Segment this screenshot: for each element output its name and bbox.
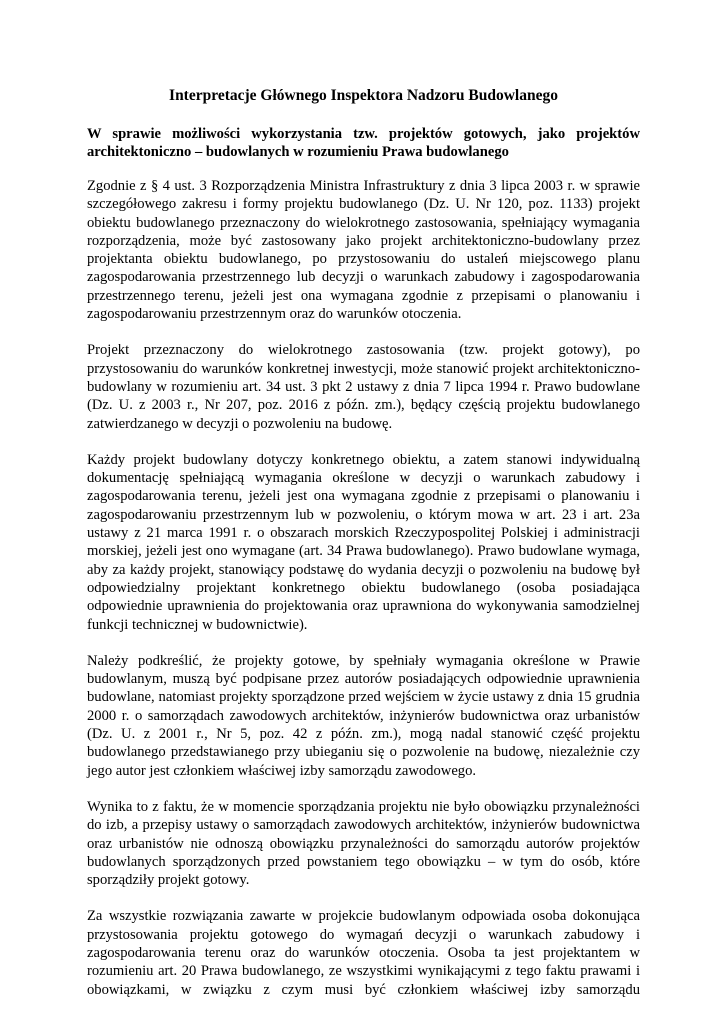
paragraph: Za wszystkie rozwiązania zawarte w projekcie budowlanym odpowiada osoba dokonująca przystosowania projektu gotowego do wymagań decyzji o warunkach zabudowy i zagospodarowania terenu oraz do warunków otoczenia. Osoba ta jest projektantem w rozumieniu art. 20 Prawa budowlanego, ze wszystkimi wynikającymi z tego faktu prawami i obowiązkami, w związku z czym musi być członkiem właściwej izby samorządu bbox=[87, 908, 640, 998]
document-title: Interpretacje Głównego Inspektora Nadzoru Budowlanego bbox=[169, 87, 558, 104]
paragraph: Należy podkreślić, że projekty gotowe, by spełniały wymagania określone w Prawie budowlanym, muszą być podpisane przez autorów posiadających odpowiednie uprawnienia budowlane, natomiast projekty sporządzone przed wejściem w życie ustawy z dnia 15 grudnia 2000 r. o samorządach zawodowych architektów, inżynierów budownictwa oraz urbanistów (Dz. U. z 2001 r., Nr 5, poz. 42 z późn. zm.), mogą nadal stanowić część projektu budowlanego przedstawianego przy ubieganiu się o pozwolenie na budowę, niezależnie czy jego autor jest członkiem właściwej izby samorządu zawodowego. bbox=[87, 652, 640, 779]
document-subtitle: W sprawie możliwości wykorzystania tzw. projektów gotowych, jako projektów architektoniczno – budowlanych w rozumieniu Prawa budowlanego bbox=[87, 126, 640, 160]
paragraph: Każdy projekt budowlany dotyczy konkretnego obiektu, a zatem stanowi indywidualną dokumentację spełniającą wymagania określone w decyzji o warunkach zabudowy i zagospodarowania terenu, jeżeli jest ona wymagana zgodnie z przepisami o planowaniu i zagospodarowaniu przestrzennym lub w pozwoleniu, o którym mowa w art. 23 i art. 23a ustawy z 21 marca 1991 r. o obszarach morskich Rzeczypospolitej Polskiej i administracji morskiej, jeżeli jest ono wymagane (art. 34 Prawa budowlanego). Prawo budowlane wymaga, aby za każdy projekt, stanowiący podstawę do wydania decyzji o pozwoleniu na budowę był odpowiedzialny projektant konkretnego obiektu budowlanego (osoba posiadająca odpowiednie uprawnienia do projektowania oraz uprawniona do wykonywania samodzielnej funkcji technicznej w budownictwie). bbox=[87, 451, 640, 633]
paragraph: Wynika to z faktu, że w momencie sporządzania projektu nie było obowiązku przynależności do izb, a przepisy ustawy o samorządach zawodowych architektów, inżynierów budownictwa oraz urbanistów nie odnoszą obowiązku przynależności do samorządu autorów projektów budowlanych sporządzonych przed powstaniem tego obowiązku – w tym do osób, które sporządziły projekt gotowy. bbox=[87, 798, 640, 889]
paragraph: Projekt przeznaczony do wielokrotnego zastosowania (tzw. projekt gotowy), po przystosowaniu do warunków konkretnej inwestycji, może stanowić projekt architektoniczno-budowlany w rozumieniu art. 34 ust. 3 pkt 2 ustawy z dnia 7 lipca 1994 r. Prawo budowlane (Dz. U. z 2003 r., Nr 207, poz. 2016 z późn. zm.), będący częścią projektu budowlanego zatwierdzanego w decyzji o pozwoleniu na budowę. bbox=[87, 342, 640, 432]
document-page bbox=[87, 86, 640, 999]
paragraph: Zgodnie z § 4 ust. 3 Rozporządzenia Ministra Infrastruktury z dnia 3 lipca 2003 r. w sprawie szczegółowego zakresu i formy projektu budowlanego (Dz. U. Nr 120, poz. 1133) projekt obiektu budowlanego przeznaczony do wielokrotnego zastosowania, spełniający wymagania rozporządzenia, może być zastosowany jako projekt architektoniczno-budowlany przez projektanta obiektu budowlanego, po przystosowaniu do ustaleń miejscowego planu zagospodarowania przestrzennego lub decyzji o warunkach zabudowy i zagospodarowania przestrzennego terenu, jeżeli jest ona wymagana zgodnie z przepisami o planowaniu i zagospodarowaniu przestrzennym oraz do warunków otoczenia. bbox=[87, 178, 640, 323]
